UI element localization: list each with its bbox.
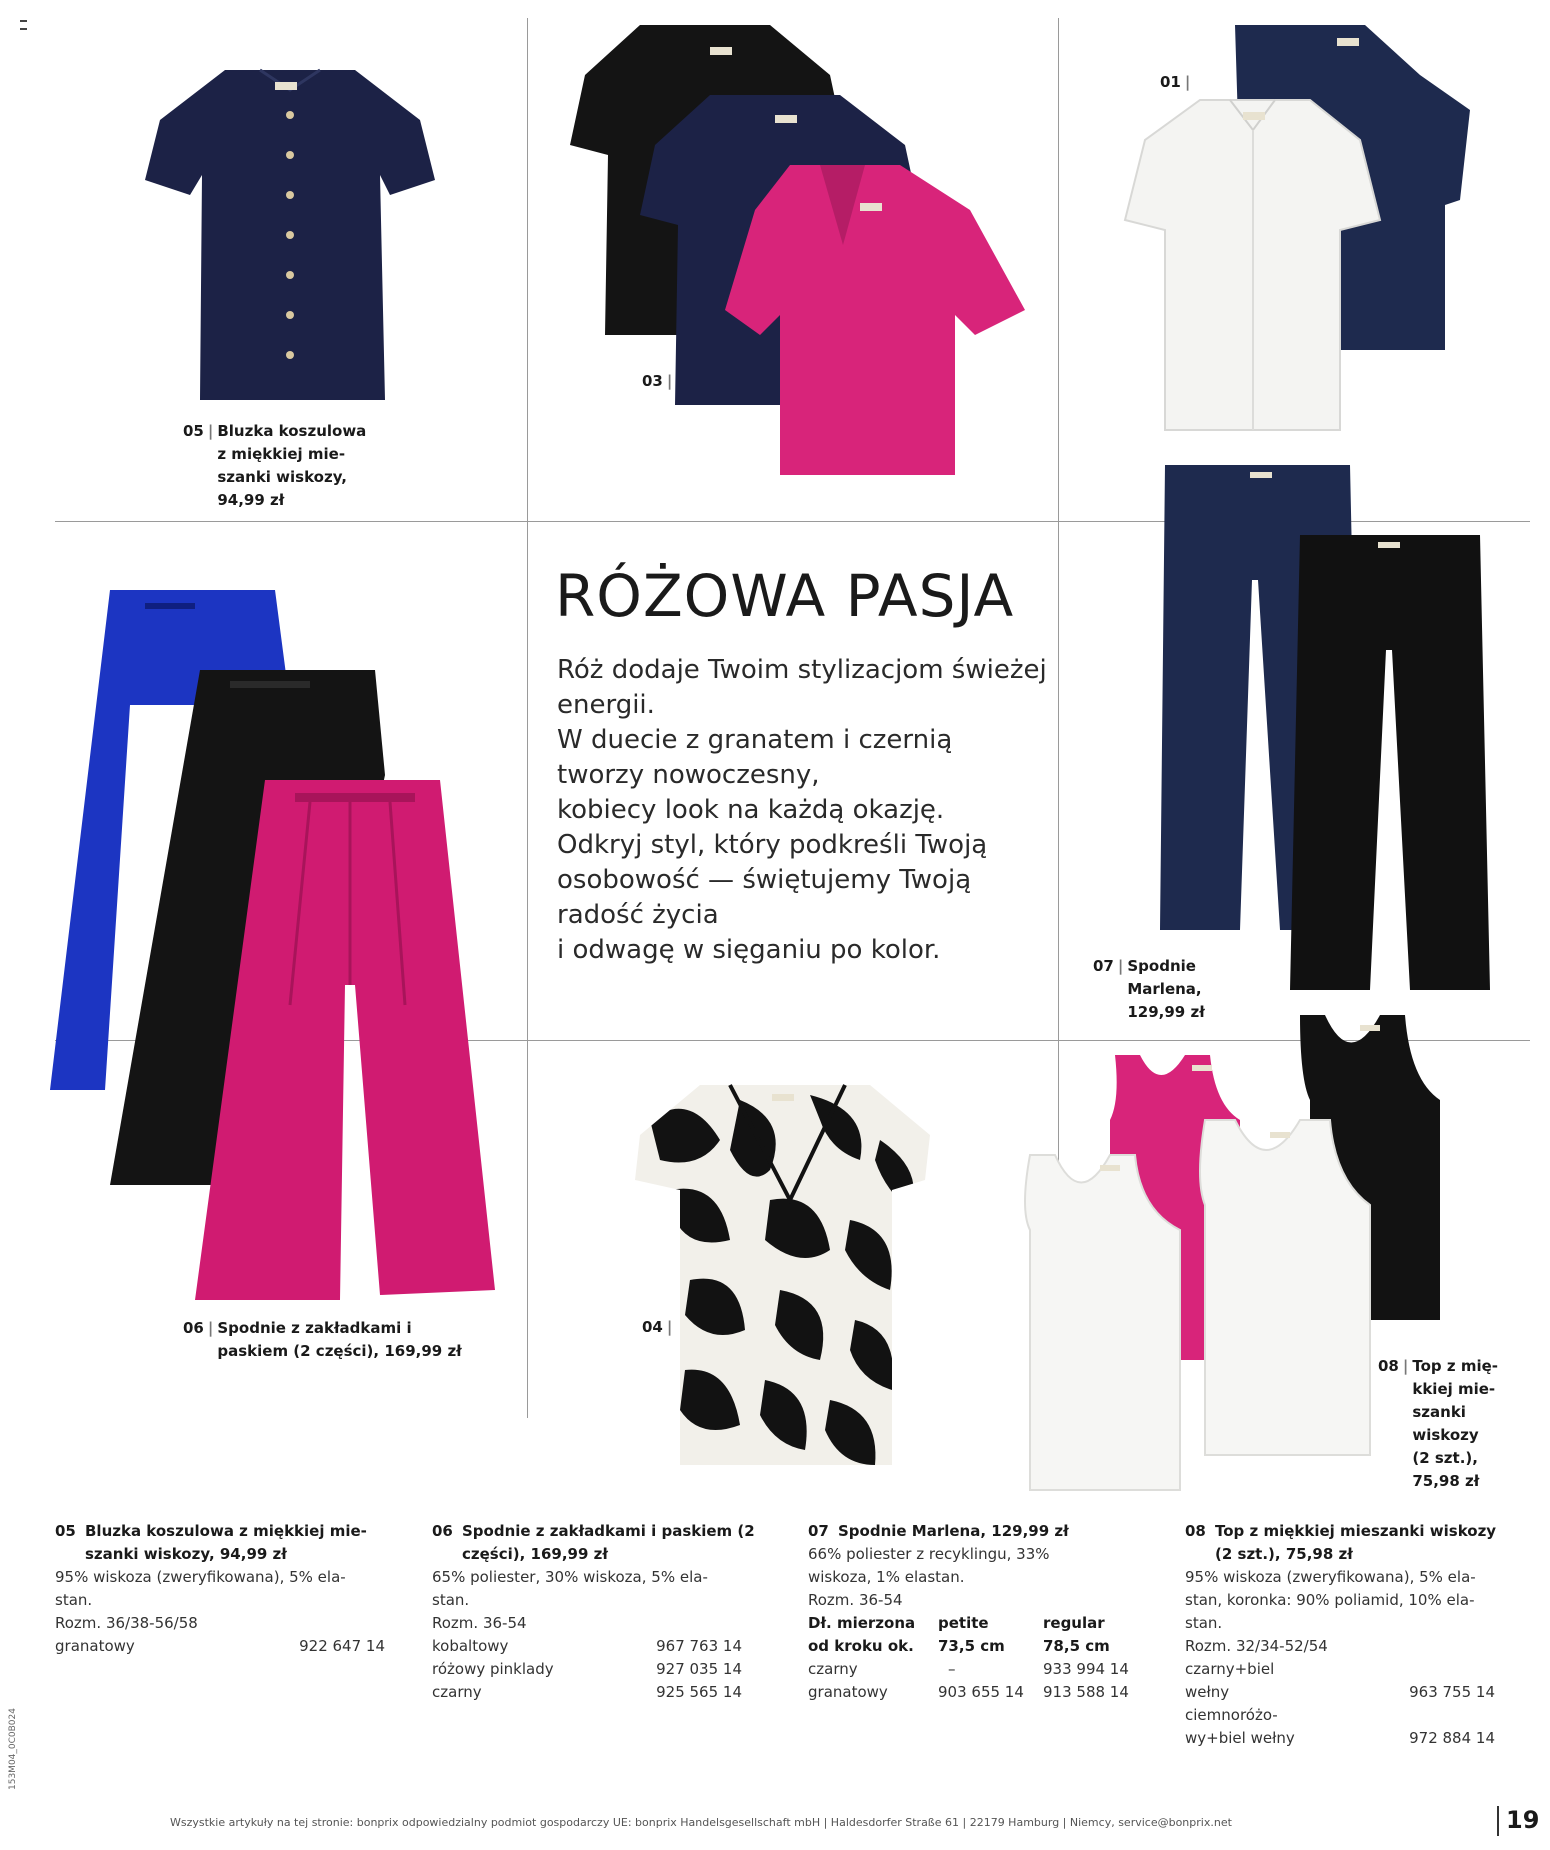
spec-06-row-1-code: 967 763 14 — [656, 1637, 742, 1655]
spec-06-row-2-code: 927 035 14 — [656, 1660, 742, 1678]
spec-06-row-3-color: czarny — [432, 1683, 482, 1701]
spec-06-row-2-color: różowy pinklady — [432, 1660, 554, 1678]
intro-line-8: radość życia — [557, 900, 719, 930]
spec-08-body-5: czarny+biel — [1185, 1660, 1275, 1678]
spec-05-body-3: Rozm. 36/38-56/58 — [55, 1614, 198, 1632]
page-number: 19 — [1506, 1806, 1540, 1834]
spec-07-body-3: Rozm. 36-54 — [808, 1591, 903, 1609]
caption-05: 05 | Bluzka koszulowa z miękkiej mie- szanki wiskozy, 94,99 zł — [183, 420, 366, 512]
caption-05-line-2: z miękkiej mie- — [217, 445, 346, 463]
spec-06-row-3-code: 925 565 14 — [656, 1683, 742, 1701]
spec-07-row-2-color: granatowy — [808, 1683, 888, 1701]
label-01-number: 01 — [1160, 73, 1181, 91]
label-04: 04 | — [642, 1318, 673, 1336]
navy-blouse-image — [130, 60, 450, 410]
intro-text — [557, 653, 1047, 968]
divider-vertical-left — [527, 18, 528, 1418]
spec-07-table-label-2: od kroku ok. — [808, 1637, 914, 1655]
page-title: RÓŻOWA PASJA — [555, 562, 1015, 630]
spec-07-row-1 — [808, 1658, 1148, 1681]
spec-07-table-regular-len: 78,5 cm — [1043, 1637, 1110, 1655]
spec-08-row-1-color: wełny — [1185, 1683, 1230, 1701]
caption-08: 08 | Top z mię- kkiej mie- szanki wiskozy (2 szt.), 75,98 zł — [1378, 1355, 1498, 1493]
spec-05-row-1 — [55, 1635, 395, 1658]
spec-07-length-table — [808, 1612, 1148, 1704]
spec-08-body-1: 95% wiskoza (zweryfikowana), 5% ela- — [1185, 1568, 1476, 1586]
intro-line-2: energii. — [557, 690, 655, 720]
spec-05-row-1-code: 922 647 14 — [299, 1637, 385, 1655]
spec-07-number: 07 — [808, 1522, 829, 1540]
spec-08-number: 08 — [1185, 1522, 1206, 1540]
spec-08-row-2 — [1185, 1704, 1530, 1727]
caption-07-line-3: 129,99 zł — [1127, 1003, 1205, 1021]
spec-07-row-1-color: czarny — [808, 1660, 858, 1678]
label-01: 01 | — [1160, 73, 1191, 91]
caption-08-line-3: szanki — [1412, 1403, 1466, 1421]
spec-08-row-1-code: 963 755 14 — [1409, 1683, 1495, 1701]
caption-05-line-1: Bluzka koszulowa — [217, 422, 367, 440]
caption-05-line-4: 94,99 zł — [217, 491, 285, 509]
spec-08-body-3: stan. — [1185, 1614, 1223, 1632]
spec-05-head-2: szanki wiskozy, 94,99 zł — [85, 1545, 287, 1563]
caption-08-line-1: Top z mię- — [1412, 1357, 1498, 1375]
spec-06-head-1: Spodnie z zakładkami i paskiem (2 — [462, 1522, 755, 1540]
caption-08-line-6: 75,98 zł — [1412, 1472, 1480, 1490]
label-03: 03 | — [642, 372, 673, 390]
label-04-number: 04 — [642, 1318, 663, 1336]
caption-07-line-2: Marlena, — [1127, 980, 1202, 998]
spec-08-row-3-color: wy+biel wełny — [1185, 1729, 1295, 1747]
vneck-tees-image — [560, 15, 1030, 485]
spec-07-table-label-1: Dł. mierzona — [808, 1614, 916, 1632]
caption-07: 07 | Spodnie Marlena, 129,99 zł — [1093, 955, 1205, 1024]
spec-05-row-1-color: granatowy — [55, 1637, 135, 1655]
footer-legal-text: Wszystkie artykuły na tej stronie: bonprix odpowiedzialny podmiot gospodarczy UE: bonprix Handelsgesellschaft mbH | Haldesdorfer Straße 61 | 22179 Hamburg | Niemcy, service@bonprix.net — [170, 1816, 1232, 1829]
spec-06-row-3 — [432, 1681, 782, 1704]
spec-08-head-1: Top z miękkiej mieszanki wiskozy — [1215, 1522, 1497, 1540]
caption-06: 06 | Spodnie z zakładkami i paskiem (2 części), 169,99 zł — [183, 1317, 462, 1363]
spec-07-table-regular: regular — [1043, 1614, 1105, 1632]
caption-07-number: 07 — [1093, 957, 1114, 975]
caption-06-line-1: Spodnie z zakładkami i — [217, 1319, 412, 1337]
side-code: 153M04_0C0B024 — [8, 1708, 18, 1790]
marlena-trousers-image — [1160, 460, 1500, 1000]
spec-06-body-1: 65% poliester, 30% wiskoza, 5% ela- — [432, 1568, 708, 1586]
spec-07-head-1: Spodnie Marlena, 129,99 zł — [838, 1522, 1069, 1540]
caption-08-line-5: (2 szt.), — [1412, 1449, 1478, 1467]
spec-07-table-petite-len: 73,5 cm — [938, 1637, 1005, 1655]
spec-06-body-3: Rozm. 36-54 — [432, 1614, 527, 1632]
caption-06-number: 06 — [183, 1319, 204, 1337]
spec-07-row-2 — [808, 1681, 1148, 1704]
spec-07 — [808, 1520, 1148, 1704]
spec-05-number: 05 — [55, 1522, 76, 1540]
spec-05-head-1: Bluzka koszulowa z miękkiej mie- — [85, 1522, 367, 1540]
spec-05 — [55, 1520, 395, 1658]
spec-07-table-petite: petite — [938, 1614, 989, 1632]
intro-line-3: W duecie z granatem i czernią — [557, 725, 953, 755]
spec-07-body-2: wiskoza, 1% elastan. — [808, 1568, 965, 1586]
caption-07-line-1: Spodnie — [1127, 957, 1196, 975]
spec-08-body-2: stan, koronka: 90% poliamid, 10% ela- — [1185, 1591, 1475, 1609]
intro-line-5: kobiecy look na każdą okazję. — [557, 795, 945, 825]
intro-line-6: Odkryj styl, który podkreśli Twoją — [557, 830, 988, 860]
spec-06-body-2: stan. — [432, 1591, 470, 1609]
spec-08-row-3 — [1185, 1727, 1530, 1750]
spec-06-number: 06 — [432, 1522, 453, 1540]
patterned-top-image — [630, 1080, 935, 1470]
caption-08-line-2: kkiej mie- — [1412, 1380, 1496, 1398]
pleated-trousers-image — [50, 585, 505, 1305]
spec-07-row-1-regular: 933 994 14 — [1043, 1660, 1129, 1678]
intro-line-1: Róż dodaje Twoim stylizacjom świeżej — [557, 655, 1047, 685]
spec-05-body-1: 95% wiskoza (zweryfikowana), 5% ela- — [55, 1568, 346, 1586]
spec-06-row-2 — [432, 1658, 782, 1681]
menu-icon — [20, 20, 27, 30]
page-number-divider — [1497, 1806, 1499, 1836]
caption-06-line-2: paskiem (2 części), 169,99 zł — [217, 1342, 462, 1360]
caption-08-number: 08 — [1378, 1357, 1399, 1375]
label-03-number: 03 — [642, 372, 663, 390]
spec-08-body-4: Rozm. 32/34-52/54 — [1185, 1637, 1328, 1655]
spec-08-row-2-color: ciemnoróżo- — [1185, 1706, 1278, 1724]
spec-07-row-2-petite: 903 655 14 — [938, 1683, 1024, 1701]
spec-08-row-3-code: 972 884 14 — [1409, 1729, 1495, 1747]
spec-06-row-1 — [432, 1635, 782, 1658]
spec-05-body-2: stan. — [55, 1591, 93, 1609]
spec-08-head-2: (2 szt.), 75,98 zł — [1215, 1545, 1353, 1563]
caption-08-line-4: wiskozy — [1412, 1426, 1479, 1444]
intro-line-9: i odwagę w sięganiu po kolor. — [557, 935, 941, 965]
spec-06 — [432, 1520, 782, 1704]
spec-07-row-1-petite: – — [948, 1660, 956, 1678]
spec-06-head-2: części), 169,99 zł — [462, 1545, 608, 1563]
tee-pink — [725, 165, 1025, 475]
spec-07-body-1: 66% poliester z recyklingu, 33% — [808, 1545, 1050, 1563]
caption-05-number: 05 — [183, 422, 204, 440]
intro-line-4: tworzy nowoczesny, — [557, 760, 820, 790]
caption-05-line-3: szanki wiskozy, — [217, 468, 348, 486]
intro-line-7: osobowość — świętujemy Twoją — [557, 865, 972, 895]
trousers-black — [1290, 535, 1490, 990]
spec-06-row-1-color: kobaltowy — [432, 1637, 509, 1655]
spec-08-row-1 — [1185, 1681, 1530, 1704]
spec-08 — [1185, 1520, 1530, 1750]
spec-07-row-2-regular: 913 588 14 — [1043, 1683, 1129, 1701]
